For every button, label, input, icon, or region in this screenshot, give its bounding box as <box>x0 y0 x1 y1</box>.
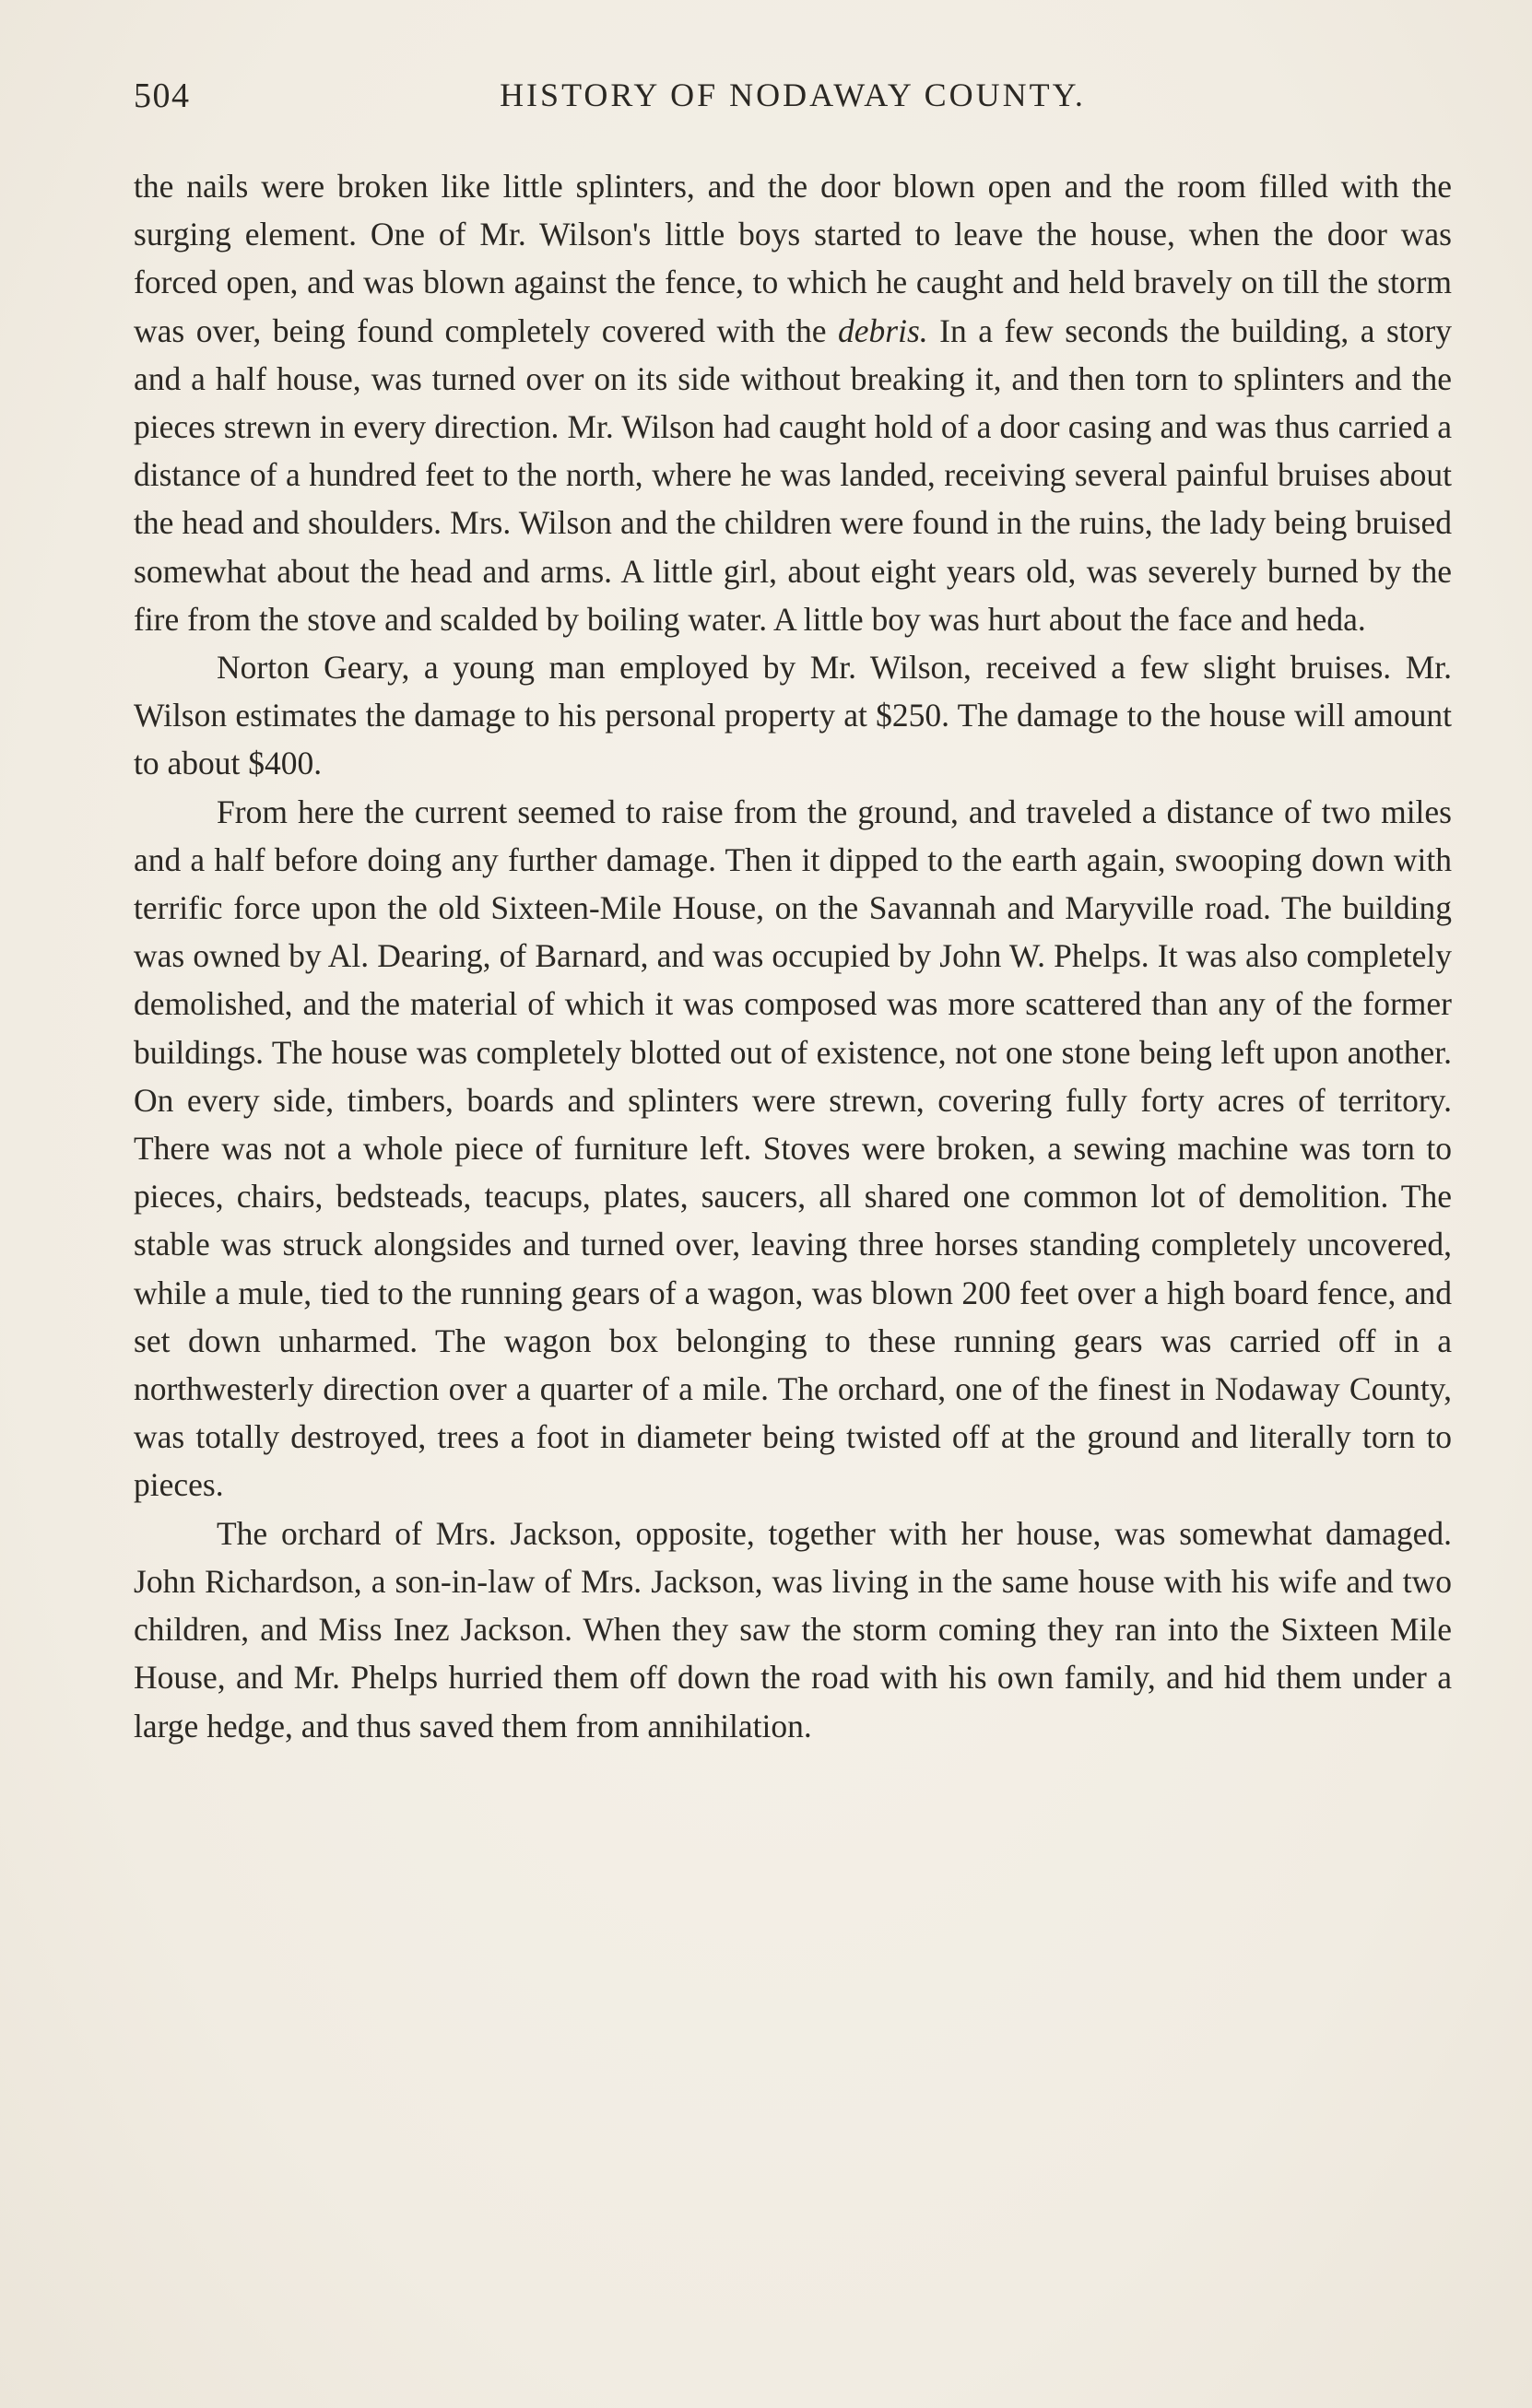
page-header <box>134 76 1452 131</box>
body-text <box>134 162 1452 1750</box>
page-number: 504 <box>134 76 191 115</box>
italic-debris: debris. <box>838 311 928 349</box>
running-title: HISTORY OF NODAWAY COUNTY. <box>500 76 1086 113</box>
paragraph-1 <box>134 162 1452 643</box>
paragraph-1-after: In a few seconds the building, a story and a half house, was turned over on its side without breaking it, and then torn to splinters and the pieces strewn in every direction. Mr. Wilson had caught hold of a door casing and was thus carried a distance of a hundred feet to the north, where he was landed, receiving several painful bruises about the head and shoulders. Mrs. Wilson and the children were found in the ruins, the lady being bruised somewhat about the head and arms. A little girl, about eight years old, was severely burned by the fire from the stove and scalded by boiling water. A little boy was hurt about the face and heda. <box>134 311 1453 638</box>
paragraph-4: The orchard of Mrs. Jackson, opposite, together with her house, was somewhat damaged. John Richardson, a son-in-law of Mrs. Jackson, was living in the same house with his wife and two children, and Miss Inez Jackson. When they saw the storm coming they ran into the Sixteen Mile House, and Mr. Phelps hurried them off down the road with his own family, and hid them under a large hedge, and thus saved them from annihilation. <box>134 1514 1452 1744</box>
paragraph-2: Norton Geary, a young man employed by Mr. Wilson, received a few slight bruises. Mr. Wilson estimates the damage to his personal property at $250. The damage to the house will amount to about $400. <box>134 649 1452 782</box>
paragraph-1-before: the nails were broken like little splinters, and the door blown open and the room filled with the surging element. One of Mr. Wilson's little boys started to leave the house, when the door was forced open, and was blown against the fence, to which he caught and held bravely on till the storm was over, being found completely covered with the <box>134 168 1452 349</box>
paragraph-3: From here the current seemed to raise from the ground, and traveled a distance of two miles and a half before doing any further damage. Then it dipped to the earth again, swooping down with terrific force upon the old Sixteen-Mile House, on the Savannah and Maryville road. The building was owned by Al. Dearing, of Barnard, and was occupied by John W. Phelps. It was also completely demolished, and the material of which it was composed was more scattered than any of the former buildings. The house was completely blotted out of existence, not one stone being left upon another. On every side, timbers, boards and splinters were strewn, covering fully forty acres of territory. There was not a whole piece of furniture left. Stoves were broken, a sewing machine was torn to pieces, chairs, bedsteads, teacups, plates, saucers, all shared one common lot of demolition. The stable was struck alongsides and turned over, leaving three horses standing completely uncovered, while a mule, tied to the running gears of a wagon, was blown 200 feet over a high board fence, and set down unharmed. The wagon box belonging to these running gears was carried off in a northwesterly direction over a quarter of a mile. The orchard, one of the finest in Nodaway County, was totally destroyed, trees a foot in diameter being twisted off at the ground and literally torn to pieces. <box>134 793 1452 1504</box>
